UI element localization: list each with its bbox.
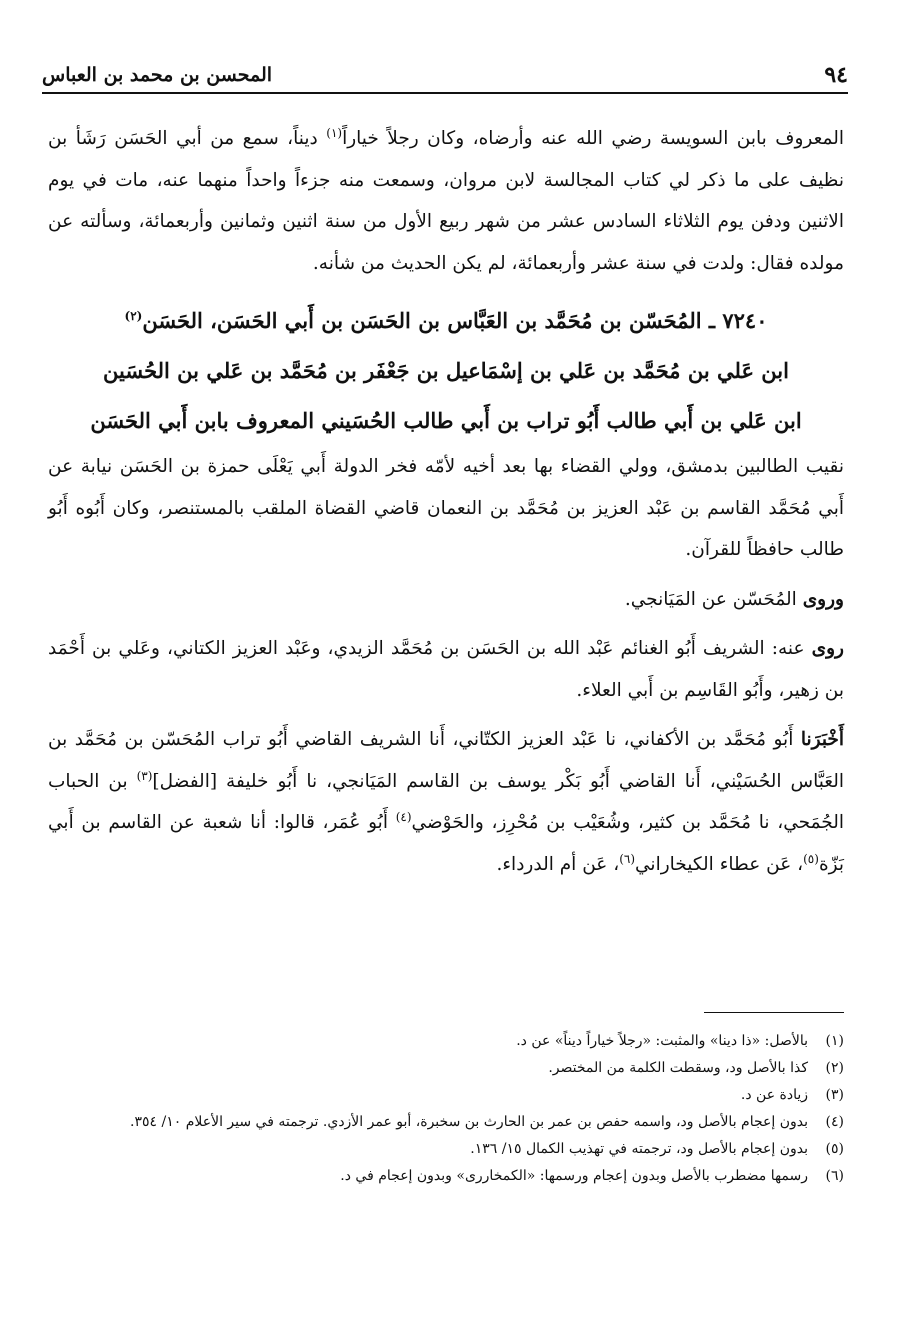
footnote-ref: (٤) [395,809,412,824]
footnote-separator [704,1012,844,1013]
heading-line: ٧٢٤٠ ـ المُحَسّن بن مُحَمَّد بن العَبَّاس بن الحَسَن بن أَبي الحَسَن، الحَسَن$^{(٢)}$ [124,308,768,333]
section-keyword: أَخْبَرَنا [800,729,844,750]
footnote-text: بالأصل: «ذا دينا» والمثبت: «رجلاً خياراً ديناً» عن د. [516,1033,808,1049]
paragraph-isnad: أَخْبَرَنا أَبُو مُحَمَّد بن الأكفاني، نا عَبْد العزيز الكتّاني، أَنا الشريف القاضي أَبُو تراب المُحَسّن بن مُحَمَّد بن العَبَّاس الحُسَيْني، أَنا القاضي أَبُو بَكْر يوسف بن القاسم المَيَانجي، نا أَبُو خليفة [الفضل]$^{(٣)}$ بن الحباب الجُمَحي، نا مُحَمَّد بن كثير، وشُعَيْب بن مُحْرِز، والحَوْضي$^{(٤)}$ أَبُو عُمَر، قالوا: أنا شعبة عن القاسم بن أَبي بَزّة$^{(٥)}$، عَن عطاء الكيخاراني$^{(٦)}$، عَن أم الدرداء. [48,729,844,875]
footnote-number: (٤) [825,1114,844,1130]
paragraph-narrators [48,628,844,711]
paragraph-text: ديناً، سمع من أبي الحَسَن رَشَأ بن نظيف على ما ذكر لي كتاب المجالسة لابن مروان، وسمعت منه جزءاً واحداً منهما عنه، مات في يوم الاثنين ودفن يوم الثلاثاء السادس عشر من شهر ربيع الأول من سنة اثنين وثمانين وأربعمائة، وسألته عن مولده فقال: ولدت في سنة عشر وأربعمائة، لم يكن الحديث من شأنه. [48,128,844,274]
page-header [42,58,848,94]
paragraph-narrated [48,579,844,621]
main-text [48,118,844,885]
section-keyword: وروى [802,588,844,610]
footnote [48,1136,844,1163]
footnote-text: بدون إعجام بالأصل ود، ترجمته في تهذيب الكمال ١٥/ ١٣٦. [470,1141,808,1157]
footnote [48,1109,844,1136]
footnote-ref: (٦) [619,851,636,866]
footnote-text: زيادة عن د. [740,1087,808,1103]
paragraph-biography-end [48,118,844,284]
footnote-ref: (٢) [124,309,143,323]
footnote [48,1163,844,1190]
footnote-number: (٦) [825,1168,844,1184]
footnotes [48,1028,844,1190]
footnote-text: بدون إعجام بالأصل ود، واسمه حفص بن عمر بن الحارث بن سخبرة، أبو عمر الأزدي. ترجمته في سير الأعلام ١٠/ ٣٥٤. [130,1114,808,1130]
footnote [48,1028,844,1055]
footnote [48,1082,844,1109]
footnote-text: رسمها مضطرب بالأصل وبدون إعجام ورسمها: «الكمخاررى» وبدون إعجام في د. [340,1168,808,1184]
heading-line: ابن عَلي بن مُحَمَّد بن عَلي بن إسْمَاعيل بن جَعْفَر بن مُحَمَّد بن عَلي بن الحُسَين [103,358,789,383]
footnote [48,1055,844,1082]
footnote-number: (١) [825,1033,844,1049]
page-number: ٩٤ [824,62,848,88]
paragraph-text: المُحَسّن عن المَيَانجي. [624,588,803,610]
footnote-ref: (٥) [803,851,819,866]
running-title: المحسن بن محمد بن العباس [42,64,273,86]
footnote-ref: (١) [326,125,343,140]
footnote-text: كذا بالأصل ود، وسقطت الكلمة من المختصر. [548,1060,808,1076]
footnote-number: (٢) [825,1060,844,1076]
footnote-number: (٥) [825,1141,844,1157]
footnote-ref: (٣) [136,768,153,783]
paragraph-entry-bio: نقيب الطالبين بدمشق، وولي القضاء بها بعد أخيه لأمّه فخر الدولة أَبي يَعْلَى حمزة بن الحَسَن نيابة عن أَبي مُحَمَّد القاسم بن عَبْد العزيز بن مُحَمَّد بن النعمان قاضي القضاة الملقب بالمستنصر، وكان أَبُوه أَبُو طالب حافظاً للقرآن. [48,456,844,560]
paragraph-text: المعروف بابن السويسة رضي الله عنه وأرضاه، وكان رجلاً خياراً [342,128,845,149]
heading-line: ابن عَلي بن أَبي طالب أَبُو تراب بن أَبي طالب الحُسَيني المعروف بابن أَبي الحَسَن [90,408,802,433]
footnote-number: (٣) [825,1087,844,1103]
paragraph-text: عنه: الشريف أَبُو الغنائم عَبْد الله بن الحَسَن بن مُحَمَّد الزيدي، وعَبْد العزيز الكتاني، وعَلي بن أَحْمَد بن زهير، وأَبُو القَاسِم بن أَبي العلاء. [48,638,844,701]
section-keyword: روى [811,638,844,659]
entry-heading [48,296,844,446]
